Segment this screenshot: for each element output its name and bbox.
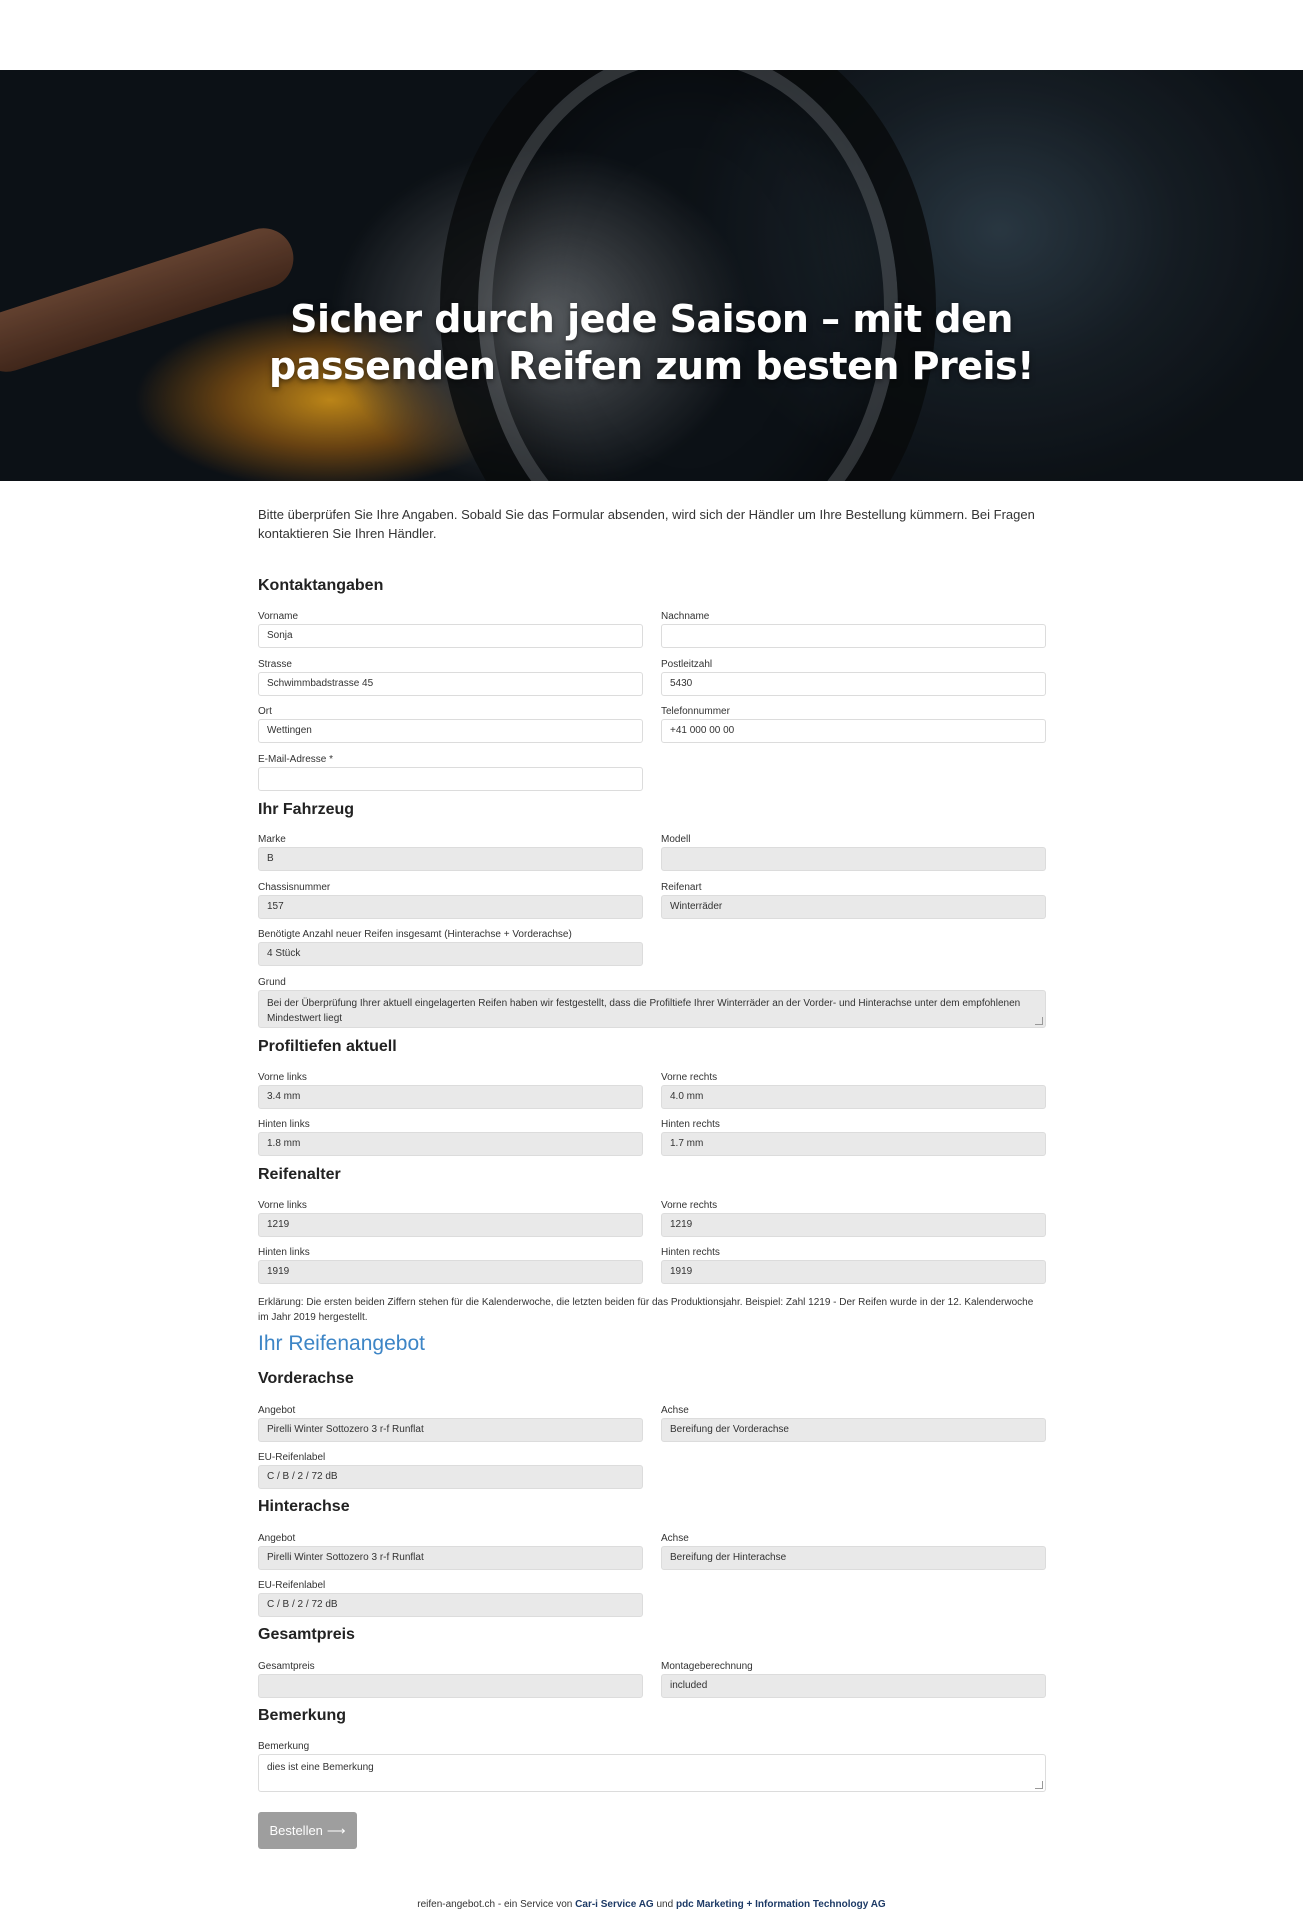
hero-banner xyxy=(0,70,1303,481)
age-hr-label: Hinten rechts xyxy=(661,1247,720,1258)
intro-text: Bitte überprüfen Sie Ihre Angaben. Sobald Sie das Formular absenden, wird sich der Händler um Ihre Bestellung kümmern. Bei Fragen kontaktieren Sie Ihren Händler. xyxy=(258,507,1035,541)
section-rear-axle-heading: Hinterachse xyxy=(258,1498,350,1515)
resize-handle-icon[interactable] xyxy=(1035,1781,1043,1789)
age-vl-field: 1219 xyxy=(258,1213,643,1237)
profile-hr-field: 1.7 mm xyxy=(661,1132,1046,1156)
gesamtpreis-field xyxy=(258,1674,643,1698)
nachname-field[interactable] xyxy=(661,624,1046,648)
modell-field xyxy=(661,847,1046,871)
strasse-label: Strasse xyxy=(258,659,292,670)
age-vr-label: Vorne rechts xyxy=(661,1200,718,1211)
chassis-label: Chassisnummer xyxy=(258,882,331,893)
reifenart-label: Reifenart xyxy=(661,882,702,893)
resize-handle-icon[interactable] xyxy=(1035,1017,1043,1025)
age-hr-field: 1919 xyxy=(661,1260,1046,1284)
age-vl-label: Vorne links xyxy=(258,1200,307,1211)
order-button[interactable]: Bestellen ⟶ xyxy=(258,1812,357,1849)
plz-field[interactable]: 5430 xyxy=(661,672,1046,696)
rear-achse-label: Achse xyxy=(661,1533,689,1544)
email-field[interactable] xyxy=(258,767,643,791)
section-age-heading: Reifenalter xyxy=(258,1166,341,1183)
anzahl-field: 4 Stück xyxy=(258,942,643,966)
gesamtpreis-label: Gesamtpreis xyxy=(258,1661,315,1672)
section-vehicle-heading: Ihr Fahrzeug xyxy=(258,801,355,818)
rear-achse-field: Bereifung der Hinterachse xyxy=(661,1546,1046,1570)
rear-eu-label-field: C / B / 2 / 72 dB xyxy=(258,1593,643,1617)
profile-vl-field: 3.4 mm xyxy=(258,1085,643,1109)
grund-label: Grund xyxy=(258,977,286,988)
rear-eu-label-label: EU-Reifenlabel xyxy=(258,1580,326,1591)
front-eu-label-label: EU-Reifenlabel xyxy=(258,1452,326,1463)
email-label: E-Mail-Adresse * xyxy=(258,754,334,765)
vorname-label: Vorname xyxy=(258,611,299,622)
telefon-field[interactable]: +41 000 00 00 xyxy=(661,719,1046,743)
arrow-right-icon: ⟶ xyxy=(326,1822,346,1838)
footer-site: reifen-angebot.ch xyxy=(417,1899,496,1910)
age-hl-field: 1919 xyxy=(258,1260,643,1284)
vorname-field[interactable]: Sonja xyxy=(258,624,643,648)
plz-label: Postleitzahl xyxy=(661,659,713,670)
footer-company-pdc[interactable]: pdc Marketing + Information Technology AG xyxy=(675,1899,886,1910)
age-hl-label: Hinten links xyxy=(258,1247,310,1258)
strasse-field[interactable]: Schwimmbadstrasse 45 xyxy=(258,672,643,696)
footer-company-car-i[interactable]: Car-i Service AG xyxy=(575,1899,654,1910)
front-achse-label: Achse xyxy=(661,1405,689,1416)
front-angebot-field: Pirelli Winter Sottozero 3 r-f Runflat xyxy=(258,1418,643,1442)
marke-field: B xyxy=(258,847,643,871)
remark-textarea[interactable]: dies ist eine Bemerkung xyxy=(258,1754,1046,1792)
rear-angebot-label: Angebot xyxy=(258,1533,296,1544)
section-front-axle-heading: Vorderachse xyxy=(258,1370,354,1387)
ort-label: Ort xyxy=(258,706,272,717)
rear-angebot-field: Pirelli Winter Sottozero 3 r-f Runflat xyxy=(258,1546,643,1570)
section-contact-heading: Kontaktangaben xyxy=(258,577,384,594)
montage-label: Montageberechnung xyxy=(661,1661,753,1672)
profile-vr-label: Vorne rechts xyxy=(661,1072,718,1083)
hero-title: Sicher durch jede Saison – mit den passenden Reifen zum besten Preis! xyxy=(269,297,1034,388)
profile-hl-field: 1.8 mm xyxy=(258,1132,643,1156)
modell-label: Modell xyxy=(661,834,691,845)
reifenart-field: Winterräder xyxy=(661,895,1046,919)
profile-hl-label: Hinten links xyxy=(258,1119,310,1130)
front-achse-field: Bereifung der Vorderachse xyxy=(661,1418,1046,1442)
section-total-heading: Gesamtpreis xyxy=(258,1626,355,1643)
anzahl-label: Benötigte Anzahl neuer Reifen insgesamt (Hinterachse + Vorderachse) xyxy=(258,929,572,940)
age-explanation: Erklärung: Die ersten beiden Ziffern stehen für die Kalenderwoche, die letzten beiden für das Produktionsjahr. Beispiel: Zahl 1219 - Der Reifen wurde in der 12. Kalenderwoche im Jahr 2019 hergestellt. xyxy=(258,1297,1034,1323)
front-eu-label-field: C / B / 2 / 72 dB xyxy=(258,1465,643,1489)
grund-textarea: Bei der Überprüfung Ihrer aktuell eingelagerten Reifen haben wir festgestellt, dass die Profiltiefe Ihrer Winterräder an der Vorder- und Hinterachse unter dem empfohlenen Mindestwert liegt xyxy=(258,990,1046,1028)
ort-field[interactable]: Wettingen xyxy=(258,719,643,743)
profile-hr-label: Hinten rechts xyxy=(661,1119,720,1130)
section-remark-heading: Bemerkung xyxy=(258,1707,347,1724)
footer: reifen-angebot.ch - ein Service von Car-i Service AG und pdc Marketing + Information Technology AG xyxy=(417,1899,886,1910)
section-profile-heading: Profiltiefen aktuell xyxy=(258,1038,397,1055)
chassis-field: 157 xyxy=(258,895,643,919)
profile-vr-field: 4.0 mm xyxy=(661,1085,1046,1109)
telefon-label: Telefonnummer xyxy=(661,706,730,717)
age-vr-field: 1219 xyxy=(661,1213,1046,1237)
marke-label: Marke xyxy=(258,834,286,845)
remark-label: Bemerkung xyxy=(258,1741,310,1752)
nachname-label: Nachname xyxy=(661,611,710,622)
front-angebot-label: Angebot xyxy=(258,1405,296,1416)
montage-field: included xyxy=(661,1674,1046,1698)
profile-vl-label: Vorne links xyxy=(258,1072,307,1083)
offer-title: Ihr Reifenangebot xyxy=(258,1332,425,1355)
